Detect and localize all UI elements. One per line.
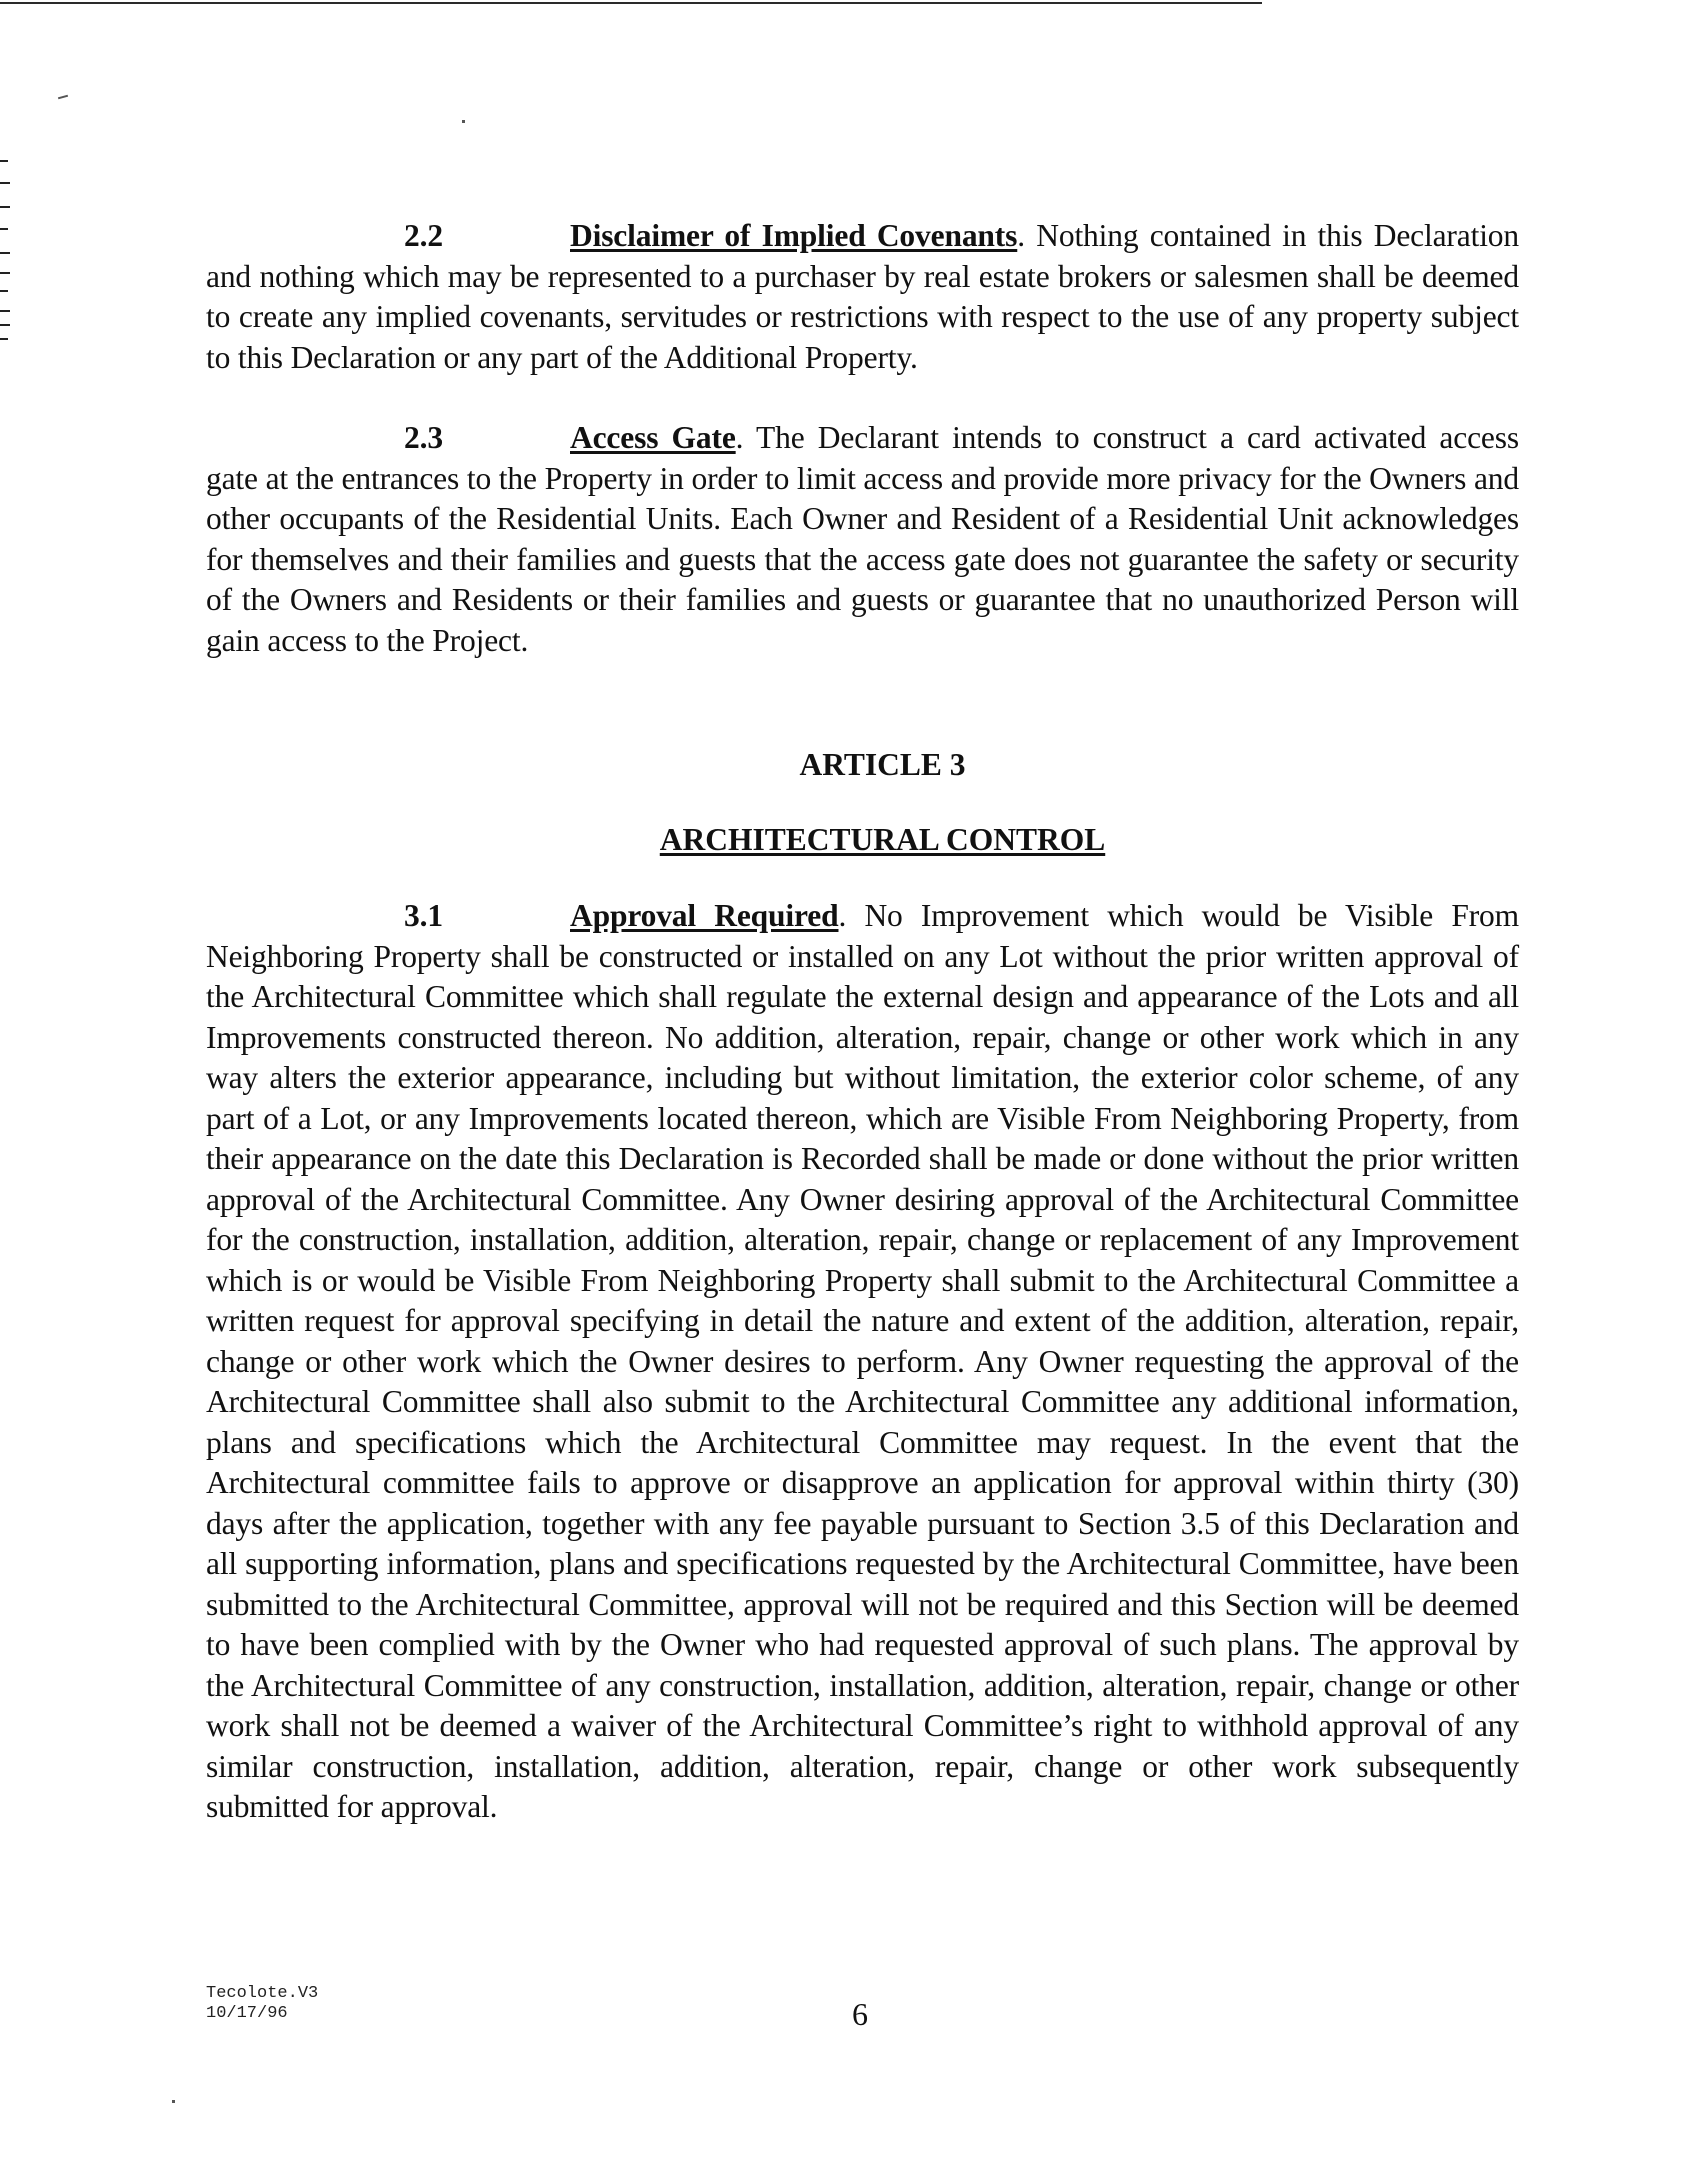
section-3-1-paragraph [206,896,1519,1828]
section-2-3-paragraph [206,418,1519,661]
section-number: 2.3 [404,420,443,455]
document-body [206,216,1519,1828]
scan-speck [172,2100,175,2103]
scan-speck [462,120,465,123]
article-label: ARTICLE 3 [799,747,966,782]
section-title: Disclaimer of Implied Covenants [570,218,1018,253]
scan-speck [58,95,68,100]
scan-top-rule [0,2,1262,4]
section-text: . The Declarant intends to construct a card activated access gate at the entrances to the Property in order to limit access and provide more privacy for the Owners and other occupants of the Residential Units. Each Owner and Resident of a Residential Unit acknowledges for themselves and their families and guests that the access gate does not guarantee the safety or security of the Owners and Residents or their families and guests or guarantee that no unauthorized Person will gain access to the Project. [206,420,1519,658]
section-text: . Nothing contained in this Declaration and nothing which may be represented to a purchaser by real estate brokers or salesmen shall be deemed to create any implied covenants, servitudes or restrictions with respect to the use of any property subject to this Declaration or any part of the Additional Property. [206,218,1520,375]
section-title: Access Gate [570,420,736,455]
section-text: . No Improvement which would be Visible From Neighboring Property shall be constructed or installed on any Lot without the prior written approval of the Architectural Committee which shall regulate the external design and appearance of the Lots and all Improvements constructed thereon. No addition, alteration, repair, change or other work which in any way alters the exterior appearance, including but without limitation, the exterior color scheme, of any part of a Lot, or any Improvements located thereon, which are Visible From Neighboring Property, from their appearance on the date this Declaration is Recorded shall be made or done without the prior written approval of the Architectural Committee. Any Owner desiring approval of the Architectural Committee for the construction, installation, addition, alteration, repair, change or replacement of any Improvement which is or would be Visible From Neighboring Property shall submit to the Architectural Committee a written request for approval specifying in detail the nature and extent of the addition, alteration, repair, change or other work which the Owner desires to perform. Any Owner requesting the approval of the Architectural Committee shall also submit to the Architectural Committee any additional information, plans and specifications which the Architectural Committee may request. In the event that the Architectural committee fails to approve or disapprove an application for approval within thirty (30) days after the application, together with any fee payable pursuant to Section 3.5 of this Declaration and all supporting information, plans and specifications requested by the Architectural Committee, have been submitted to the Architectural Committee, approval will not be required and this Section will be deemed to have been complied with by the Owner who had requested approval of such plans. The approval by the Architectural Committee of any construction, installation, addition, alteration, repair, change or other work shall not be deemed a waiver of the Architectural Committee’s right to withhold approval of any similar construction, installation, addition, alteration, repair, change or other work subsequently submitted for approval. [206,898,1519,1824]
section-number: 3.1 [404,898,443,933]
article-title: ARCHITECTURAL CONTROL [659,821,1106,857]
section-number: 2.2 [404,218,443,253]
document-id-date: 10/17/96 [206,2004,288,2023]
scan-edge-marks [0,140,12,380]
page-number: 6 [852,1996,868,2032]
section-title: Approval Required [570,898,839,933]
section-2-2-paragraph [206,216,1519,378]
document-id-name: Tecolote.V3 [206,1984,319,2003]
document-id [206,1984,318,2024]
